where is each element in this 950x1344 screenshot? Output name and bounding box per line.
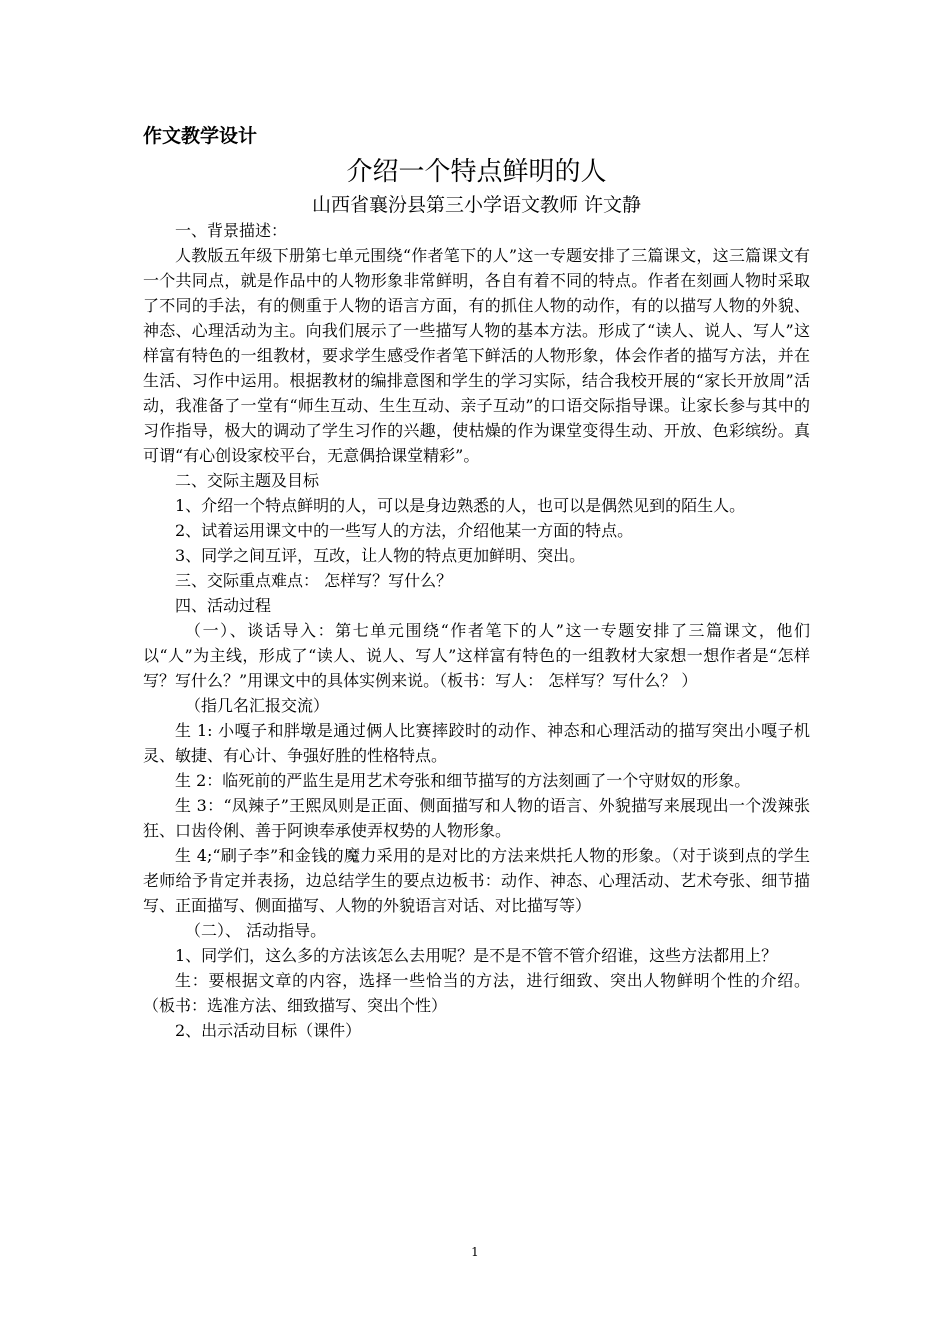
guidance-item-2: 2、出示活动目标（课件） — [175, 1021, 362, 1040]
paragraph-intro-talk: （一）、谈话导入：第七单元围绕“作者笔下的人”这一专题安排了三篇课文，他们以“人”为主线，形成了“读人、说人、写人”这样富有特色的一组教材大家想一想作者是“怎样写？写什么？”用课文中的具体实例来说。（板书：写人： 怎样写？写什么？ ） — [143, 621, 810, 690]
student-answer-1: 生 1: 小嘎子和胖墩是通过俩人比赛摔跤时的动作、神态和心理活动的描写突出小嘎子机灵、敏捷、有心计、争强好胜的性格特点。 — [143, 721, 810, 765]
paragraph-report-note: （指几名汇报交流） — [185, 696, 330, 715]
guidance-question-1: 1、同学们，这么多的方法该怎么去用呢？是不是不管不管介绍谁，这些方法都用上？ — [175, 946, 778, 965]
section-heading-goals: 二、交际主题及目标 — [175, 471, 320, 490]
page-number: 1 — [471, 1245, 479, 1259]
student-answer-2: 生 2：临死前的严监生是用艺术夸张和细节描写的方法刻画了一个守财奴的形象。 — [175, 771, 751, 790]
doc-author: 山西省襄汾县第三小学语文教师 许文静 — [311, 194, 642, 216]
student-answer-3: 生 3：“凤辣子”王熙凤则是正面、侧面描写和人物的语言、外貌描写来展现出一个泼辣张狂、口齿伶俐、善于阿谀奉承使弄权势的人物形象。 — [143, 796, 810, 840]
goal-item-1: 1、介绍一个特点鲜明的人，可以是身边熟悉的人，也可以是偶然见到的陌生人。 — [175, 496, 746, 515]
goal-item-2: 2、试着运用课文中的一些写人的方法，介绍他某一方面的特点。 — [175, 521, 634, 540]
section-heading-key-points: 三、交际重点难点： 怎样写？写什么？ — [175, 571, 453, 590]
section-heading-activity-guidance: （二）、 活动指导。 — [185, 921, 327, 940]
section-heading-process: 四、活动过程 — [175, 596, 272, 615]
section-heading-background: 一、背景描述： — [175, 221, 288, 240]
guidance-answer: 生：要根据文章的内容，选择一些恰当的方法，进行细致、突出人物鲜明个性的介绍。 （板书：选准方法、细致描写、突出个性） — [143, 971, 810, 1015]
paragraph-background: 人教版五年级下册第七单元围绕“作者笔下的人”这一专题安排了三篇课文，这三篇课文有一个共同点，就是作品中的人物形象非常鲜明，各自有着不同的特点。作者在刻画人物时采取了不同的手法，有的侧重于人物的语言方面，有的抓住人物的动作，有的以描写人物的外貌、神态、心理活动为主。向我们展示了一些描写人物的基本方法。形成了“读人、说人、写人”这样富有特色的一组教材，要求学生感受作者笔下鲜活的人物形象，体会作者的描写方法，并在生活、习作中运用。根据教材的编排意图和学生的学习实际，结合我校开展的“家长开放周”活动，我准备了一堂有“师生互动、生生互动、亲子互动”的口语交际指导课。让家长参与其中的习作指导，极大的调动了学生习作的兴趣，使枯燥的作为课堂变得生动、开放、色彩缤纷。真可谓“有心创设家校平台，无意偶拾课堂精彩”。 — [143, 246, 810, 465]
doc-label: 作文教学设计 — [143, 125, 258, 147]
goal-item-3: 3、同学之间互评，互改，让人物的特点更加鲜明、突出。 — [175, 546, 586, 565]
doc-title: 介绍一个特点鲜明的人 — [346, 157, 607, 187]
document-body — [143, 120, 810, 1043]
student-answer-4: 生 4;“刷子李”和金钱的魔力采用的是对比的方法来烘托人物的形象。（对于谈到点的学生老师给予肯定并表扬，边总结学生的要点边板书：动作、神态、心理活动、艺术夸张、细节描写、正面描写、侧面描写、人物的外貌语言对话、对比描写等） — [143, 846, 810, 915]
